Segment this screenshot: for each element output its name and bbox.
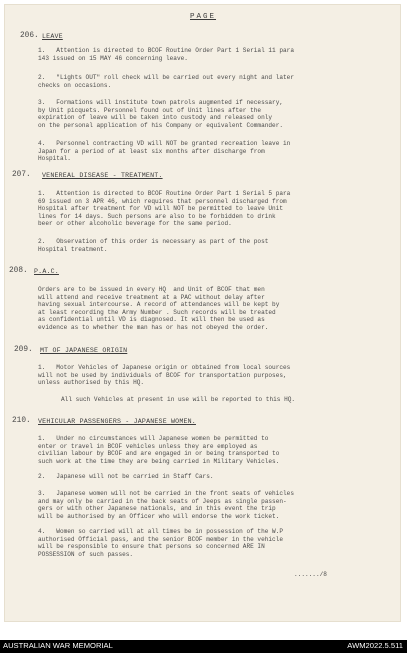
page-label: PAGE	[190, 13, 217, 21]
continuation-marker: ......./8	[294, 571, 327, 578]
section-title: VENEREAL DISEASE - TREATMENT.	[42, 172, 163, 179]
section-title: MT OF JAPANESE ORIGIN	[40, 347, 128, 354]
paragraph: 3. Formations will institute town patrols augmented if necessary, by Unit picquets. Personnel found out of Unit lines after the expiration of leave will be taken into custody and released only on the personal application of his Company or equivalent Commander.	[38, 99, 284, 129]
section-number: 207.	[12, 171, 31, 179]
paragraph: 3. Japanese women will not be carried in the front seats of vehicles and may only be carried in the back seats of Jeeps as single passen- gers or with other Japanese nationals, and in this event the trip will be authorised by an Officer who will endorse the work ticket.	[38, 490, 294, 520]
paragraph: 1. Under no circumstances will Japanese women be permitted to enter or travel in BCOF vehicles unless they are employed as civilian labour by BCOF and are engaged in or being transported to such work at the time they are being carried in Military Vehicles.	[38, 435, 280, 465]
document-page	[4, 4, 401, 622]
paragraph: 1. Motor Vehicles of Japanese origin or obtained from local sources will not be used by individuals of BCOF for transportation purposes, unless authorised by this HQ.	[38, 364, 291, 387]
archive-name: AUSTRALIAN WAR MEMORIAL	[3, 641, 113, 650]
section-number: 210.	[12, 417, 31, 425]
paragraph: 2. Japanese will not be carried in Staff Cars.	[38, 473, 214, 480]
paragraph: Orders are to be issued in every HQ and Unit of BCOF that men will attend and receive treatment at a PAC without delay after having sexual intercourse. A record of attendances will be kept by at least recording the Army Number . Such records will be treated as confidential until VD is diagnosed. It will then be used as evidence as to whether the man has or has not obeyed the order.	[38, 286, 280, 331]
archive-footer	[0, 640, 407, 653]
section-number: 206.	[20, 32, 39, 40]
paragraph: 4. Personnel contracting VD will NOT be granted recreation leave in Japan for a period of at least six months after discharge from Hospital.	[38, 140, 291, 163]
paragraph: 4. Women so carried will at all times be in possession of the W.P authorised Official pass, and the senior BCOF member in the vehicle will be responsible to ensure that persons so concerned ARE IN POSSESSION of such passes.	[38, 528, 284, 558]
paragraph: 2. "Lights OUT" roll check will be carried out every night and later checks on occasions.	[38, 74, 294, 89]
section-title: VEHICULAR PASSENGERS - JAPANESE WOMEN.	[38, 418, 196, 425]
paragraph: 2. Observation of this order is necessary as part of the post Hospital treatment.	[38, 238, 269, 253]
section-title: LEAVE	[42, 33, 63, 40]
paragraph: 1. Attention is directed to BCOF Routine Order Part 1 Serial 11 para 143 issued on 15 MAY 46 concerning leave.	[38, 47, 294, 62]
section-title: P.A.C.	[34, 268, 59, 275]
section-number: 208.	[9, 267, 28, 275]
section-number: 209.	[14, 346, 33, 354]
paragraph: All such Vehicles at present in use will be reported to this HQ.	[61, 396, 296, 403]
archive-reference: AWM2022.5.511	[347, 641, 403, 650]
paragraph: 1. Attention is directed to BCOF Routine Order Part 1 Serial 5 para 69 issued on 3 APR 46, which requires that personnel discharged from Hospital after treatment for VD will NOT be permitted to leave Unit lines for 14 days. Such persons are also to be forbidden to drink beer or other alcoholic beverage for the same period.	[38, 190, 291, 228]
